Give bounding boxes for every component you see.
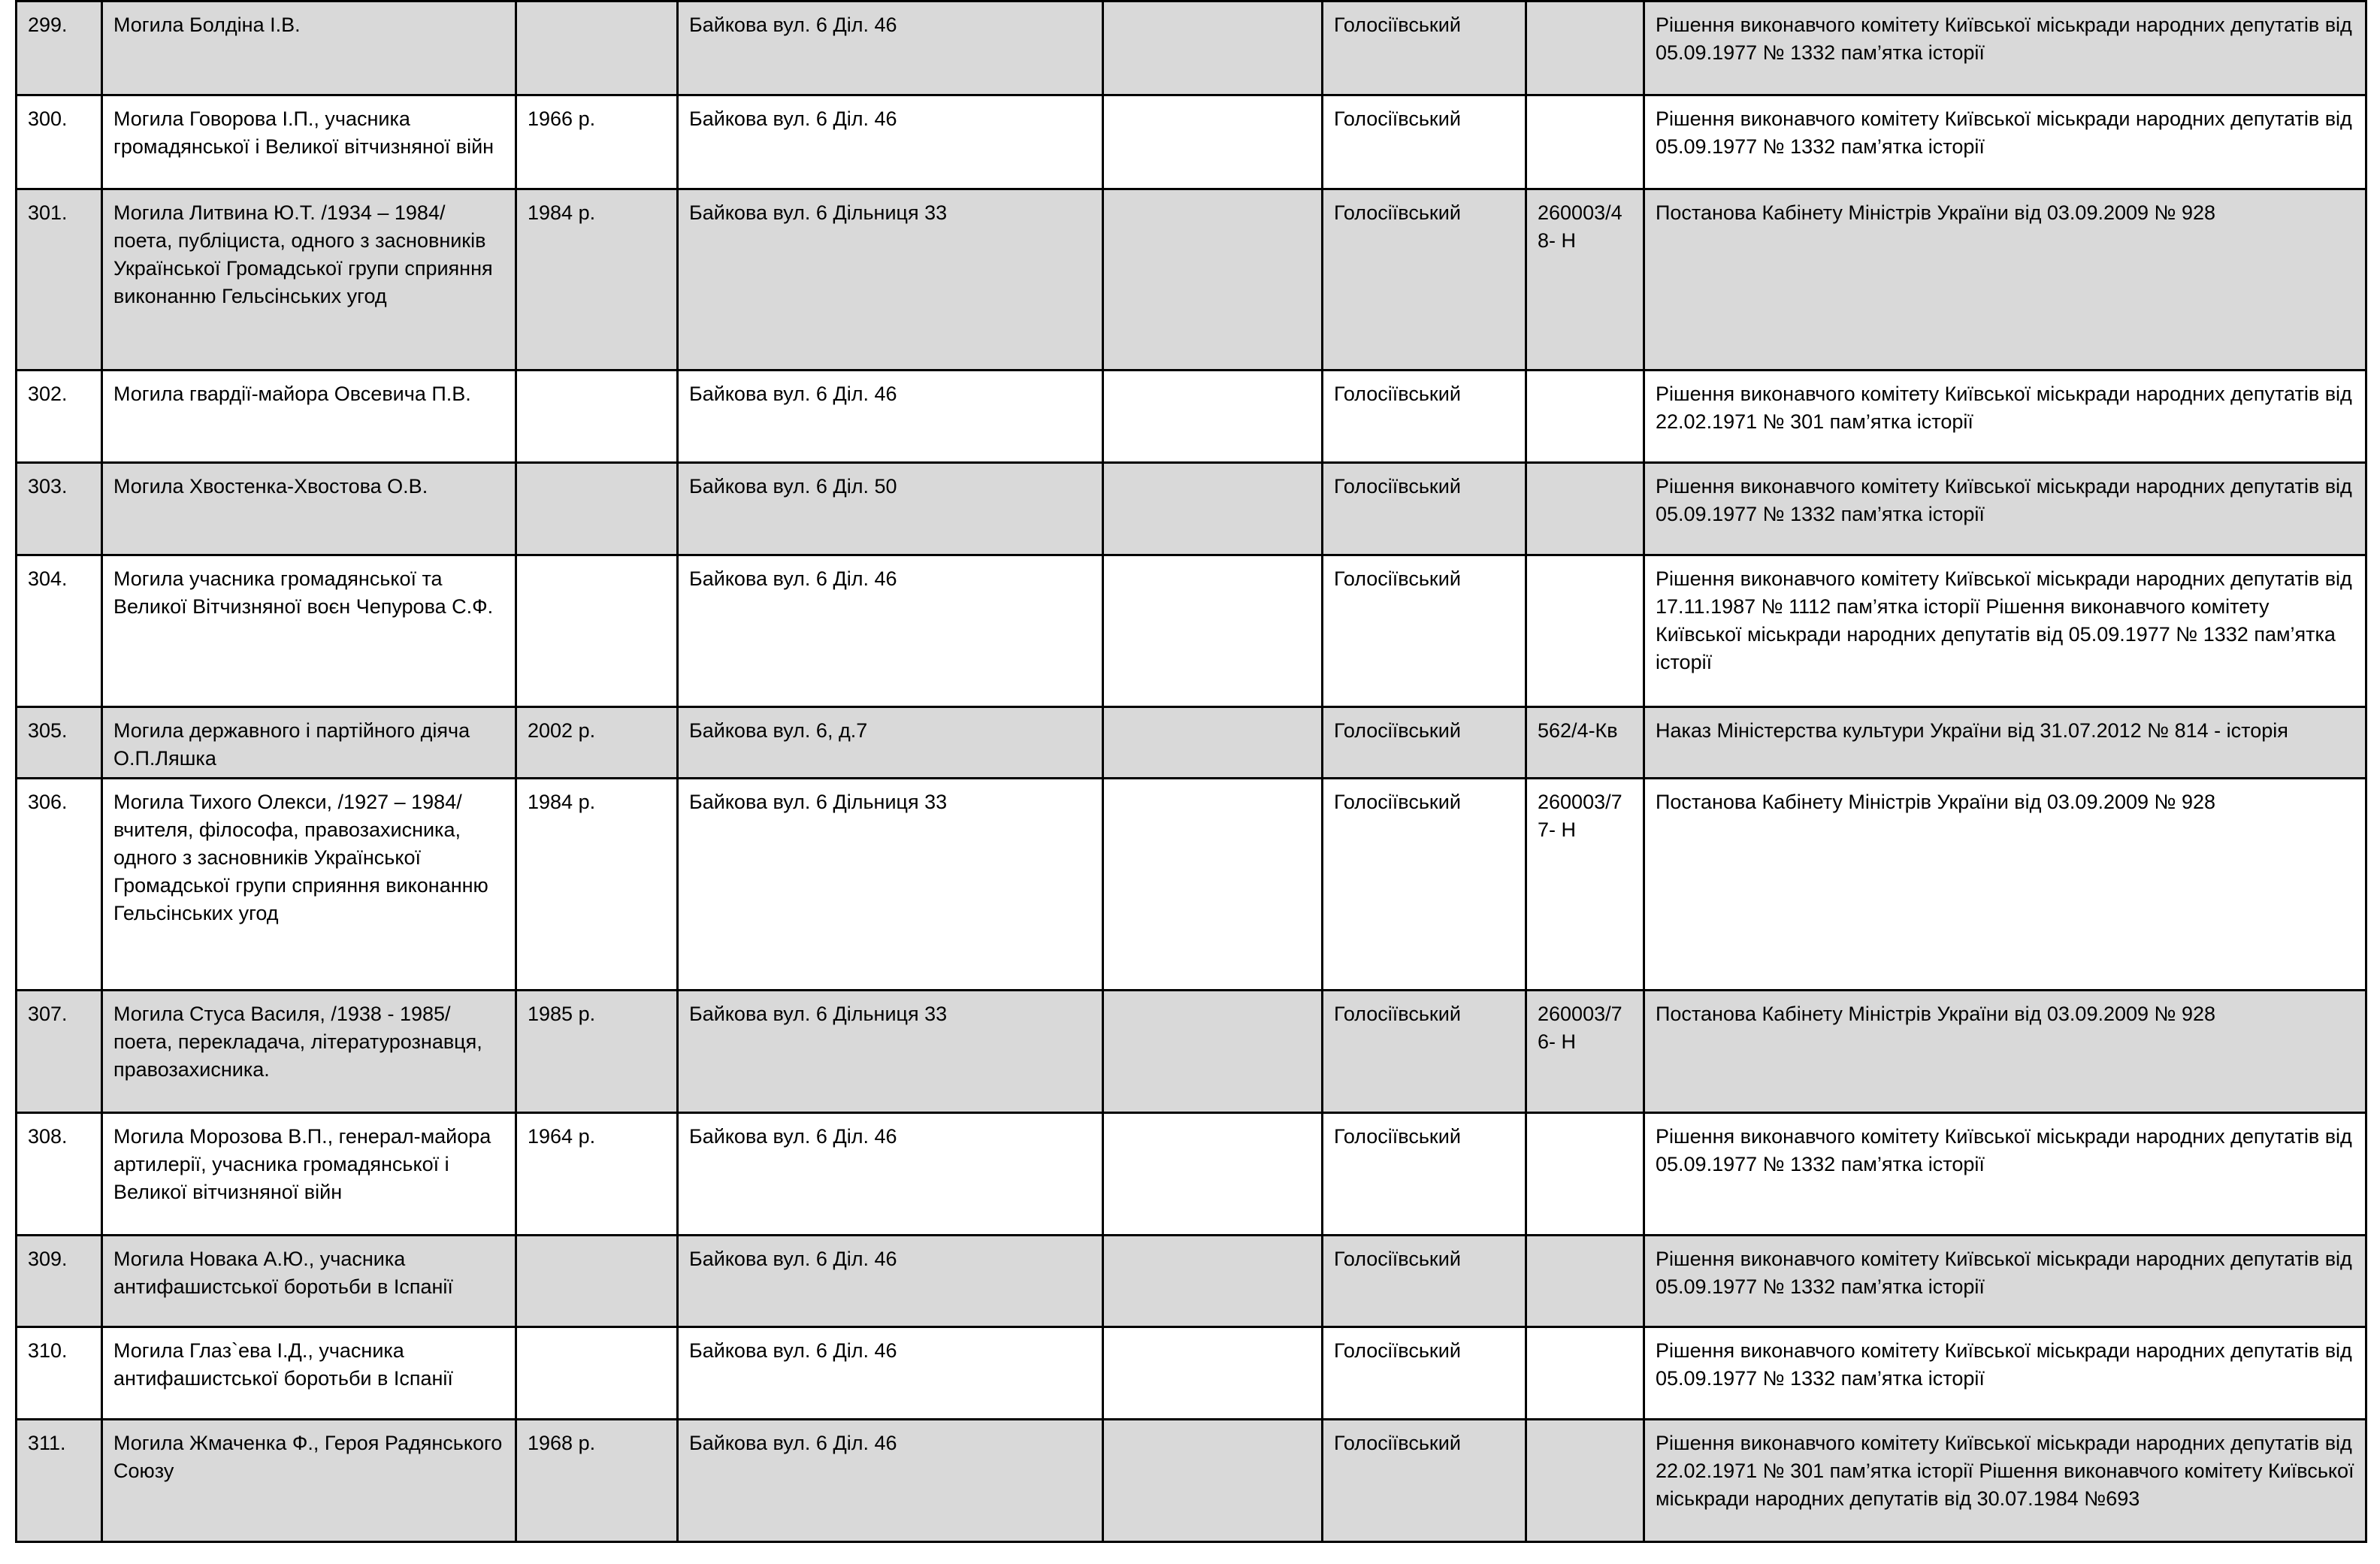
extra-cell [1103,189,1323,371]
decision-cell: Рішення виконавчого комітету Київської міськради народних депутатів від 05.09.1977 № 1332 пам’ятка історії [1644,463,2366,555]
table-row [17,1327,2366,1420]
decision-cell: Рішення виконавчого комітету Київської міськради народних депутатів від 05.09.1977 № 1332 пам’ятка історії [1644,1236,2366,1327]
registry-code-cell [1526,2,1644,95]
registry-code-cell [1526,371,1644,463]
registry-code-cell: 260003/48- Н [1526,189,1644,371]
district-cell: Голосіївський [1323,1113,1526,1236]
address-cell: Байкова вул. 6 Діл. 46 [678,95,1103,189]
decision-cell: Постанова Кабінету Міністрів України від 03.09.2009 № 928 [1644,189,2366,371]
row-number-cell: 302. [17,371,102,463]
decision-cell: Рішення виконавчого комітету Київської міськради народних депутатів від 22.02.1971 № 301 пам’ятка історії Рішення виконавчого комітету Київської міськради народних депутатів від 30.07.1984 №693 [1644,1420,2366,1542]
district-cell: Голосіївський [1323,1236,1526,1327]
table-row [17,189,2366,371]
extra-cell [1103,707,1323,779]
year-cell [516,371,678,463]
row-number-cell: 311. [17,1420,102,1542]
row-number-cell: 303. [17,463,102,555]
year-cell: 1984 р. [516,189,678,371]
extra-cell [1103,1236,1323,1327]
district-cell: Голосіївський [1323,1327,1526,1420]
address-cell: Байкова вул. 6 Діл. 46 [678,1113,1103,1236]
monument-name-cell: Могила Тихого Олекси, /1927 – 1984/ вчителя, філософа, правозахисника, одного з засновників Української Громадської групи сприяння виконанню Гельсінських угод [102,779,516,991]
table-row [17,779,2366,991]
extra-cell [1103,1327,1323,1420]
district-cell: Голосіївський [1323,1420,1526,1542]
year-cell [516,555,678,707]
decision-cell: Рішення виконавчого комітету Київської міськради народних депутатів від 05.09.1977 № 1332 пам’ятка історії [1644,1113,2366,1236]
monument-name-cell: Могила Морозова В.П., генерал-майора артилерії, учасника громадянської і Великої вітчизняної війн [102,1113,516,1236]
district-cell: Голосіївський [1323,189,1526,371]
table-row [17,1420,2366,1542]
registry-code-cell: 260003/76- Н [1526,991,1644,1113]
decision-cell: Рішення виконавчого комітету Київської міськради народних депутатів від 05.09.1977 № 1332 пам’ятка історії [1644,95,2366,189]
table-row [17,707,2366,779]
decision-cell: Наказ Міністерства культури України від 31.07.2012 № 814 - історія [1644,707,2366,779]
row-number-cell: 309. [17,1236,102,1327]
extra-cell [1103,779,1323,991]
year-cell: 1984 р. [516,779,678,991]
monument-name-cell: Могила Глаз`ева І.Д., учасника антифашистської боротьби в Іспанії [102,1327,516,1420]
registry-code-cell [1526,1327,1644,1420]
address-cell: Байкова вул. 6 Діл. 46 [678,555,1103,707]
address-cell: Байкова вул. 6 Дільниця 33 [678,189,1103,371]
district-cell: Голосіївський [1323,707,1526,779]
row-number-cell: 301. [17,189,102,371]
extra-cell [1103,463,1323,555]
table-row [17,1236,2366,1327]
monument-name-cell: Могила учасника громадянської та Великої Вітчизняної воєн Чепурова С.Ф. [102,555,516,707]
extra-cell [1103,2,1323,95]
row-number-cell: 307. [17,991,102,1113]
year-cell [516,2,678,95]
extra-cell [1103,555,1323,707]
registry-code-cell: 260003/77- Н [1526,779,1644,991]
address-cell: Байкова вул. 6, д.7 [678,707,1103,779]
monument-name-cell: Могила Болдіна І.В. [102,2,516,95]
document-page [15,0,2365,1543]
monument-name-cell: Могила державного і партійного діяча О.П.Ляшка [102,707,516,779]
extra-cell [1103,371,1323,463]
monument-name-cell: Могила Новака А.Ю., учасника антифашистської боротьби в Іспанії [102,1236,516,1327]
registry-code-cell [1526,555,1644,707]
district-cell: Голосіївський [1323,991,1526,1113]
row-number-cell: 308. [17,1113,102,1236]
year-cell: 1966 р. [516,95,678,189]
table-row [17,371,2366,463]
district-cell: Голосіївський [1323,463,1526,555]
table-row [17,1113,2366,1236]
address-cell: Байкова вул. 6 Діл. 46 [678,1236,1103,1327]
extra-cell [1103,1420,1323,1542]
row-number-cell: 300. [17,95,102,189]
address-cell: Байкова вул. 6 Дільниця 33 [678,779,1103,991]
registry-code-cell [1526,1420,1644,1542]
extra-cell [1103,95,1323,189]
year-cell: 2002 р. [516,707,678,779]
registry-code-cell: 562/4-Кв [1526,707,1644,779]
address-cell: Байкова вул. 6 Діл. 46 [678,1327,1103,1420]
row-number-cell: 304. [17,555,102,707]
row-number-cell: 310. [17,1327,102,1420]
address-cell: Байкова вул. 6 Діл. 46 [678,371,1103,463]
year-cell: 1964 р. [516,1113,678,1236]
address-cell: Байкова вул. 6 Діл. 50 [678,463,1103,555]
monument-name-cell: Могила Говорова І.П., учасника громадянської і Великої вітчизняної війн [102,95,516,189]
row-number-cell: 305. [17,707,102,779]
table-row [17,991,2366,1113]
monument-name-cell: Могила Стуса Василя, /1938 - 1985/ поета, перекладача, літературознавця, правозахисника. [102,991,516,1113]
district-cell: Голосіївський [1323,779,1526,991]
district-cell: Голосіївський [1323,371,1526,463]
address-cell: Байкова вул. 6 Дільниця 33 [678,991,1103,1113]
monument-name-cell: Могила Жмаченка Ф., Героя Радянського Союзу [102,1420,516,1542]
table-row [17,463,2366,555]
year-cell [516,463,678,555]
decision-cell: Рішення виконавчого комітету Київської міськради народних депутатів від 22.02.1971 № 301 пам’ятка історії [1644,371,2366,463]
year-cell [516,1327,678,1420]
table-row [17,2,2366,95]
decision-cell: Постанова Кабінету Міністрів України від 03.09.2009 № 928 [1644,991,2366,1113]
address-cell: Байкова вул. 6 Діл. 46 [678,1420,1103,1542]
year-cell: 1985 р. [516,991,678,1113]
registry-code-cell [1526,95,1644,189]
extra-cell [1103,1113,1323,1236]
monuments-table [15,0,2367,1543]
extra-cell [1103,991,1323,1113]
year-cell [516,1236,678,1327]
row-number-cell: 306. [17,779,102,991]
decision-cell: Рішення виконавчого комітету Київської міськради народних депутатів від 05.09.1977 № 1332 пам’ятка історії [1644,2,2366,95]
district-cell: Голосіївський [1323,555,1526,707]
decision-cell: Рішення виконавчого комітету Київської міськради народних депутатів від 05.09.1977 № 1332 пам’ятка історії [1644,1327,2366,1420]
registry-code-cell [1526,1113,1644,1236]
decision-cell: Постанова Кабінету Міністрів України від 03.09.2009 № 928 [1644,779,2366,991]
year-cell: 1968 р. [516,1420,678,1542]
table-row [17,95,2366,189]
monument-name-cell: Могила Литвина Ю.Т. /1934 – 1984/ поета, публіциста, одного з засновників Української Громадської групи сприяння виконанню Гельсінських угод [102,189,516,371]
district-cell: Голосіївський [1323,2,1526,95]
row-number-cell: 299. [17,2,102,95]
address-cell: Байкова вул. 6 Діл. 46 [678,2,1103,95]
registry-code-cell [1526,1236,1644,1327]
registry-code-cell [1526,463,1644,555]
monument-name-cell: Могила гвардії-майора Овсевича П.В. [102,371,516,463]
decision-cell: Рішення виконавчого комітету Київської міськради народних депутатів від 17.11.1987 № 1112 пам’ятка історії Рішення виконавчого комітету Київської міськради народних депутатів від 05.09.1977 № 1332 пам’ятка історії [1644,555,2366,707]
table-row [17,555,2366,707]
district-cell: Голосіївський [1323,95,1526,189]
monument-name-cell: Могила Хвостенка-Хвостова О.В. [102,463,516,555]
